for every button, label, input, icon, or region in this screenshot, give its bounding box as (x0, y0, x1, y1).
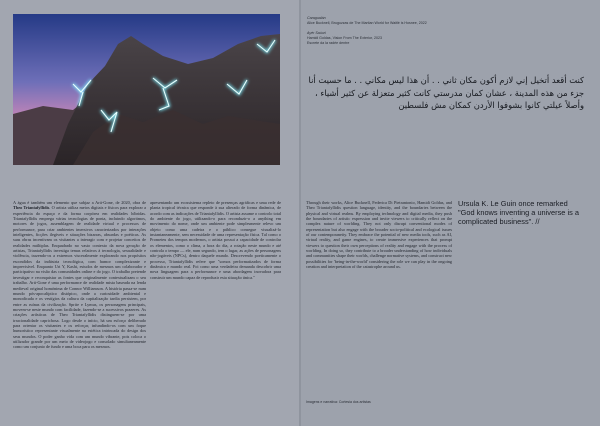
body-column-2: apresentando um ecossistema repleto de presenças agráficas e uma rede de planta tropical técnica que responde à sua alterado de forma dinâmica, de acordo com as indicações de Triantafyllidis. O artista assume o controlo total do ambiente do jogo, utilizando-o para reconduzir-o a anything em movimento do nome, onde um ambiente pode simplesmente relevo um objeto como uma cadeira e o público consegue visualizá-lo instantaneamente, sem necessidade de uma representação física. Tal como o Prometeu dos tempos modernos, o artista possui a capacidade de controlar os elementos, como o clima, a hora do dia, a rotação neste mundo e até controla o tempo — ele, num segundo, tem o lugar, as ações de personagens não-jogáveis (NPCs), dentro daquele mundo. Descrevendo poeticamente o processo, Triantafyllidis refere que "somos performatizados de forma dinâmica e mundo real. Foi como uma verdadeira demanda descobrir uma nova linguagem para a performance e uma abordagem inovadora para construir um mundo capaz de reproduzir esta situação única." (150, 200, 282, 280)
credit-label-2: Ayér Saúuri (307, 31, 326, 35)
credit-line-2: Hamidi Goldas, Vision From The Exterior, 2023 (307, 36, 382, 40)
image-caption: Imagens e narrativa: Cortesia dos artistas (306, 400, 371, 404)
body-column-1 (13, 200, 146, 350)
pull-quote: Ursula K. Le Guin once remarked "God knows inventing a universe is a complicated business". // (458, 199, 579, 227)
credit-label-1: Caragualán (307, 16, 326, 20)
body-column-3: Through their works, Alice Bucknell, Federica Di Pietrantonio, Hamidi Goldas, and Theo Triantafyllidis question language, identity, and the boundaries between the physical and virtual realms. By employing technology and digital media, they push the boundaries of artistic expression and invite viewers to critically reflect on the complex nature of worlding. They not only disrupt conventional modes of representation but also engage with the broader socio-political and ecological issues of our contemporaneity. They embrace the potential of new media tools, such as AI, virtual reality, and game engines, to create immersive experiences that prompt viewers to question their own perceptions of reality and engage with the process of worlding. In doing so, they contribute to a broader understanding of how individuals and communities shape their worlds, challenge normative systems, and construct new possibilities for 'being-in-the-world' considering the role we can play in the ongoing creation and interpretation of the catastrophe around us. (306, 200, 452, 270)
arabic-quote: كنت أقعد أتخيل إني لازم أكون مكان ثاني . . أن هذا ليس مكاني . . ما حسيت أنا جزء من هذه المدينة ، عشان كمان مدرستي كانت كثير متعزلة عن كثير أشياء ، وأصلاً عيلتي كانوا بشوفوا الأردن كمكان مش فلسطين (308, 75, 584, 111)
mountain-glyphs-image (13, 14, 280, 165)
artist-name: Theo Triantafyllidis (13, 205, 50, 211)
col1-rest: . O artista utiliza meios digitais e físicos para explorar a experiência do espaço e da forma corpórea em realidades híbridas. Triantafyllidis emprega várias tecnologias de ponta, incluindo algoritmos, motores de jogos, assemblagem de realidade virtual e processos de performance, para criar ambientes imersivos caracterizados por interações inteligentes, ficções ilegíveis e situações bizarras, absurdas e poéticas. As suas obras incentivam os visitantes a interagir com e projetar conceitos de realidades múltiplas. Enquadrado no vasto contexto da nova geração de artistas, Triantafyllidis investiga temas relativos à tecnologia, sexualidade e violência, trazendo-os a extremos visceralmente explorando nos propósitos escondidos da indústria tecnológica, com humor complexizante e imprevisível. Enquanto Uri Y, Kashi, estudos de mesmos um colaborador e participativo na visão das comunidades online e do jogo. O trabalho pretende investigar e reconquistar as fontes que originalmente contextualizam o seu trabalho. Arti-Gone é uma performance de realidade mista baseada na lenda medieval original homónima de Connor Williamson. A história passa-se num mundo pós-apocalíptico distópico, onde a curiosidade ambiental e monodicada e os vestígios da cultura da capitalização tardia persistem, por entre as ruínas da civilização. Sprite e Lymus, os personagens principais, movem-se neste mundo com facilidade, fazendo-se a sucessivos prazeres. As criações artísticas de Theo Triantafyllidis distinguem-se por uma irracionalidade caprichosa. Logo desde o início, há um esforço deliberado para orientar os visitantes e os reforçar, infundindo-os com um foque humorístico representante visualmente na estética intrincada do design dos seus mundos. O poder ganho vida com um mundo vibrante, pois coloca o utilizador grande por um meio de videojogo e consolado simultaneamente como um conjunto de fundo e uma boca para os mesmos. (13, 205, 146, 350)
artwork-photo (13, 14, 280, 165)
page-gutter (299, 0, 301, 426)
credit-line-1: Alice Bucknell, Bruguzzas de The Martian World for Waitlé is Hosnee, 2022 (307, 21, 427, 25)
credit-line-3: Escrete da la radée dentre (307, 41, 350, 45)
image-credits (307, 16, 457, 46)
col1-lead: A água é também um elemento que subjaz a Arti-Gone, de 2020, obra de (13, 200, 146, 205)
